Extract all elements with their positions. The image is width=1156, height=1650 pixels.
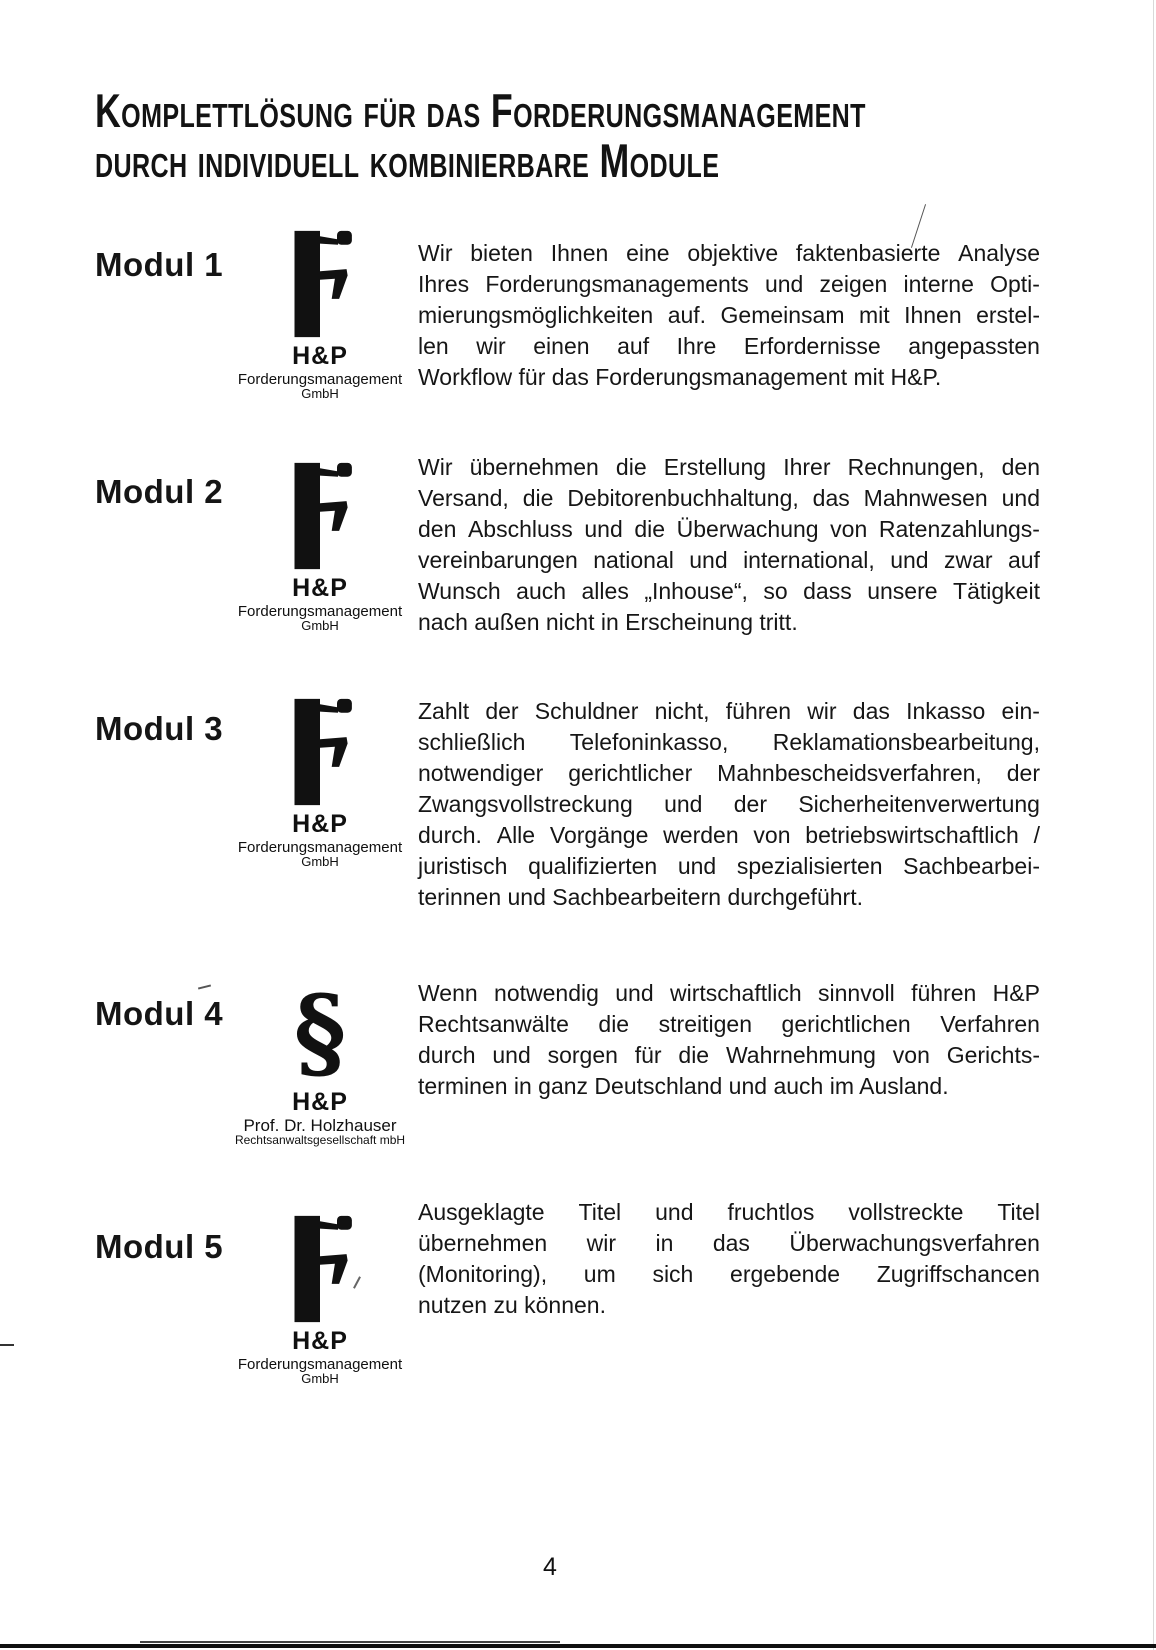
logo-subline-1: Forderungsmanagement (237, 839, 403, 856)
logo-subline-2: Rechtsanwaltsgesellschaft mbH (234, 1133, 406, 1147)
module-5-paragraph (418, 1199, 1040, 1323)
logo-subline-1: Forderungsmanagement (237, 1356, 403, 1373)
paragraph-line: Wunsch auch alles „Inhouse“, so dass unsere Tätigkeit (418, 578, 1040, 604)
scan-speck-artifact (198, 984, 211, 989)
page-title-line-2: durch individuell kombinierbare Module (95, 134, 720, 187)
module-3-paragraph (418, 698, 1040, 915)
module-3-logo (220, 696, 420, 869)
page-number: 4 (543, 1553, 557, 1581)
hp-f-logo-icon (286, 228, 354, 340)
hp-f-logo-icon (286, 696, 354, 808)
logo-company-name: H&P (292, 1327, 348, 1355)
paragraph-line: übernehmen wir in das Überwachungsverfahren (418, 1230, 1040, 1256)
logo-company-name: H&P (292, 1088, 348, 1116)
page-title-line-1: Komplettlösung für das Forderungsmanagement (95, 84, 866, 137)
paragraph-line: nutzen zu können. (418, 1292, 606, 1318)
module-2-label: Modul 2 (95, 473, 224, 510)
module-2-logo (220, 460, 420, 633)
logo-subline-1: Prof. Dr. Holzhauser (243, 1116, 397, 1135)
paragraph-line: Wir übernehmen die Erstellung Ihrer Rechnungen, den (418, 454, 1040, 480)
paragraph-line: Ihres Forderungsmanagements und zeigen interne Opti- (418, 271, 1040, 297)
module-1-label: Modul 1 (95, 246, 224, 283)
hp-f-logo-icon (286, 460, 354, 572)
paragraph-line: terminen in ganz Deutschland und auch im Ausland. (418, 1073, 949, 1099)
paragraph-line: notwendiger gerichtlicher Mahnbescheidsverfahren, der (418, 760, 1040, 786)
paragraph-line: Wenn notwendig und wirtschaftlich sinnvoll führen H&P (418, 980, 1040, 1006)
paragraph-line: Versand, die Debitorenbuchhaltung, das Mahnwesen und (418, 485, 1040, 511)
module-4-label: Modul 4 (95, 995, 224, 1032)
logo-company-name: H&P (292, 574, 348, 602)
paragraph-line: Zahlt der Schuldner nicht, führen wir das Inkasso ein- (418, 698, 1040, 724)
module-2-paragraph (418, 454, 1040, 640)
module-5-logo (220, 1213, 420, 1386)
module-4-logo (220, 973, 420, 1147)
logo-subline-2: GmbH (301, 854, 339, 869)
page-title (95, 84, 866, 187)
paragraph-line: durch. Alle Vorgänge werden von betriebswirtschaftlich / (418, 822, 1040, 848)
logo-subline-2: GmbH (301, 618, 339, 633)
hp-f-logo-icon (286, 1213, 354, 1325)
scan-edge-line (1153, 0, 1154, 1650)
paragraph-line: Workflow für das Forderungsmanagement mit H&P. (418, 364, 942, 390)
paragraph-line: Zwangsvollstreckung und der Sicherheitenverwertung (418, 791, 1040, 817)
scan-edge-mark (0, 1344, 14, 1346)
module-1-logo (220, 228, 420, 401)
logo-subline-2: GmbH (301, 1371, 339, 1386)
module-5-label: Modul 5 (95, 1228, 224, 1265)
scan-bottom-edge-shadow (140, 1641, 560, 1643)
paragraph-line: len wir einen auf Ihre Erfordernisse angepassten (418, 333, 1040, 359)
logo-subline-1: Forderungsmanagement (237, 371, 403, 388)
paragraph-line: durch und sorgen für die Wahrnehmung von Gerichts- (418, 1042, 1040, 1068)
module-4-paragraph (418, 980, 1040, 1104)
paragraph-line: terinnen und Sachbearbeitern durchgeführt. (418, 884, 863, 910)
paragraph-line: den Abschluss und die Überwachung von Ratenzahlungs- (418, 516, 1040, 542)
paragraph-line: schließlich Telefoninkasso, Reklamationsbearbeitung, (418, 729, 1040, 755)
paragraph-line: (Monitoring), um sich ergebende Zugriffschancen (418, 1261, 1040, 1287)
logo-subline-2: GmbH (301, 386, 339, 401)
logo-company-name: H&P (292, 810, 348, 838)
logo-subline-1: Forderungsmanagement (237, 603, 403, 620)
logo-company-name: H&P (292, 342, 348, 370)
paragraph-line: nach außen nicht in Erscheinung tritt. (418, 609, 798, 635)
paragraph-line: Ausgeklagte Titel und fruchtlos vollstreckte Titel (418, 1199, 1040, 1225)
module-3-label: Modul 3 (95, 710, 224, 747)
module-1-paragraph (418, 240, 1040, 395)
paragraph-line: mierungsmöglichkeiten auf. Gemeinsam mit Ihnen erstel- (418, 302, 1040, 328)
scan-bottom-edge (0, 1644, 1156, 1648)
paragraph-sign-icon: § (293, 973, 347, 1091)
paragraph-line: vereinbarungen national und international, und zwar auf (418, 547, 1040, 573)
paragraph-line: juristisch qualifizierten und spezialisierten Sachbearbei- (418, 853, 1040, 879)
paragraph-line: Wir bieten Ihnen eine objektive faktenbasierte Analyse (418, 240, 1040, 266)
paragraph-line: Rechtsanwälte die streitigen gerichtlichen Verfahren (418, 1011, 1040, 1037)
